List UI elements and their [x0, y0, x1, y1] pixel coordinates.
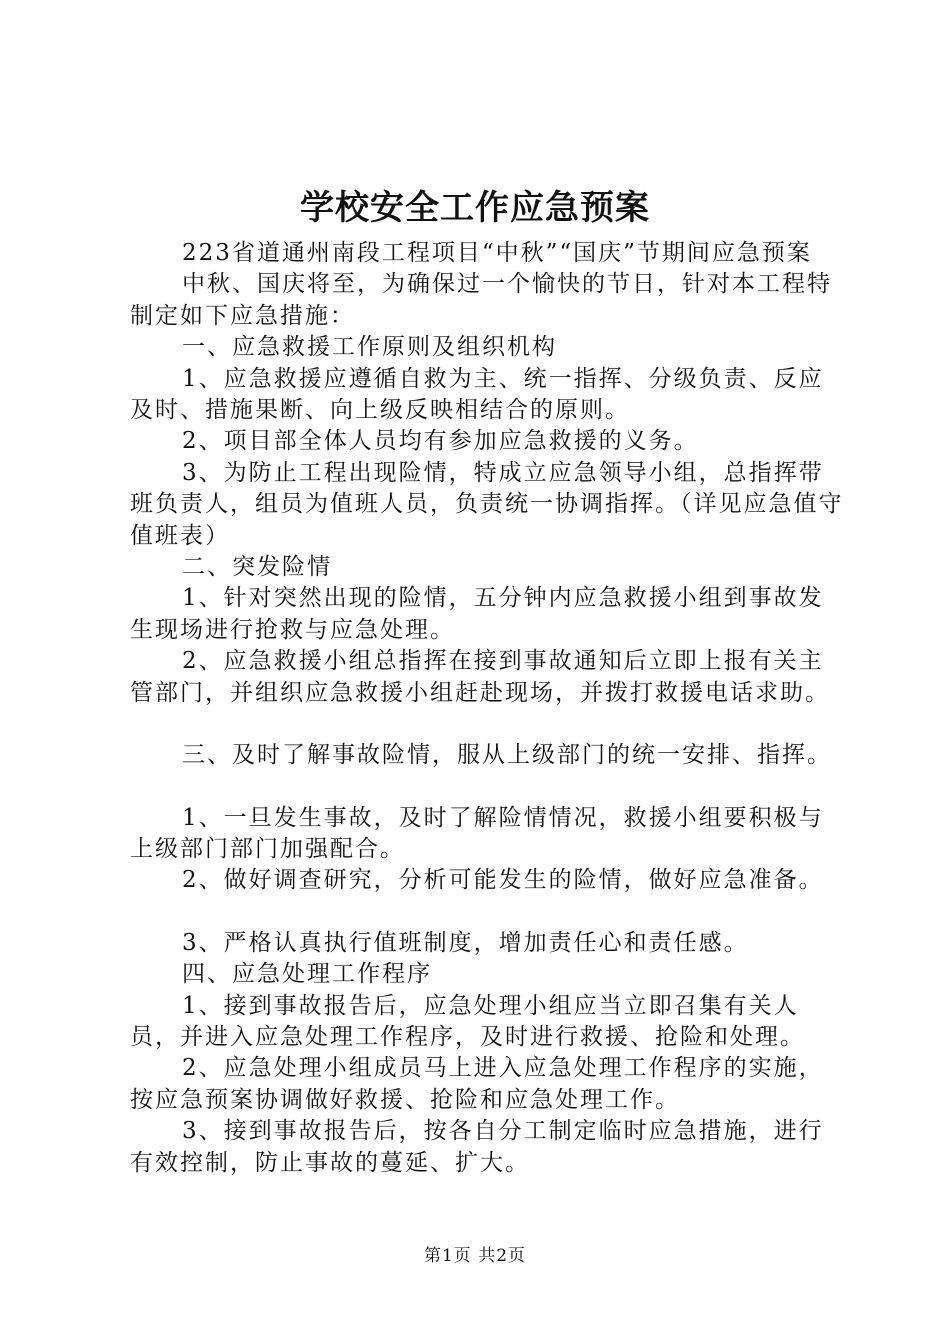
paragraph-3-1: 1、一旦发生事故，及时了解险情情况，救援小组要积极与上级部门部门加强配合。 — [130, 804, 824, 862]
paragraph-1-3: 3、为防止工程出现险情，特成立应急领导小组，总指挥带班负责人，组员为值班人员，负责统一协调指挥。（详见应急值守值班表） — [130, 459, 844, 549]
section-heading-4: 四、应急处理工作程序 — [182, 961, 432, 988]
paragraph-1-2: 2、项目部全体人员均有参加应急救援的义务。 — [182, 428, 699, 455]
paragraph-2-2: 2、应急救援小组总指挥在接到事故通知后立即上报有关主管部门，并组织应急救援小组赶赴现场，并拨打救援电话求助。 — [130, 648, 830, 706]
section-heading-3: 三、及时了解事故险情，服从上级部门的统一安排、指挥。 — [182, 742, 832, 769]
section-heading-1: 一、应急救援工作原则及组织机构 — [182, 334, 557, 361]
paragraph-3-3: 3、严格认真执行值班制度，增加责任心和责任感。 — [182, 929, 749, 956]
page-number-footer: 第1页 共2页 — [423, 1246, 527, 1266]
paragraph-3-2: 2、做好调查研究，分析可能发生的险情，做好应急准备。 — [182, 867, 824, 894]
section-heading-2: 二、突发险情 — [182, 554, 332, 581]
spacer — [130, 897, 845, 928]
paragraph-project-heading: 223省道通州南段工程项目“中秋”“国庆”节期间应急预案 — [182, 240, 812, 266]
document-body — [130, 238, 845, 1179]
spacer — [130, 709, 845, 740]
paragraph-4-3: 3、接到事故报告后，按各自分工制定临时应急措施，进行有效控制，防止事故的蔓延、扩大。 — [130, 1118, 824, 1176]
document-title: 学校安全工作应急预案 — [300, 188, 650, 228]
spacer — [130, 772, 845, 803]
paragraph-1-1: 1、应急救援应遵循自救为主、统一指挥、分级负责、反应及时、措施果断、向上级反映相结合的原则。 — [130, 365, 824, 424]
paragraph-2-1: 1、针对突然出现的险情，五分钟内应急救援小组到事故发生现场进行抢救与应急处理。 — [130, 585, 824, 643]
paragraph-4-2: 2、应急处理小组成员马上进入应急处理工作程序的实施，按应急预案协调做好救援、抢险和应急处理工作。 — [130, 1055, 824, 1113]
paragraph-intro: 中秋、国庆将至，为确保过一个愉快的节日，针对本工程特制定如下应急措施： — [130, 271, 832, 329]
paragraph-4-1: 1、接到事故报告后，应急处理小组应当立即召集有关人员，并进入应急处理工作程序，及时进行救援、抢险和处理。 — [130, 992, 805, 1050]
